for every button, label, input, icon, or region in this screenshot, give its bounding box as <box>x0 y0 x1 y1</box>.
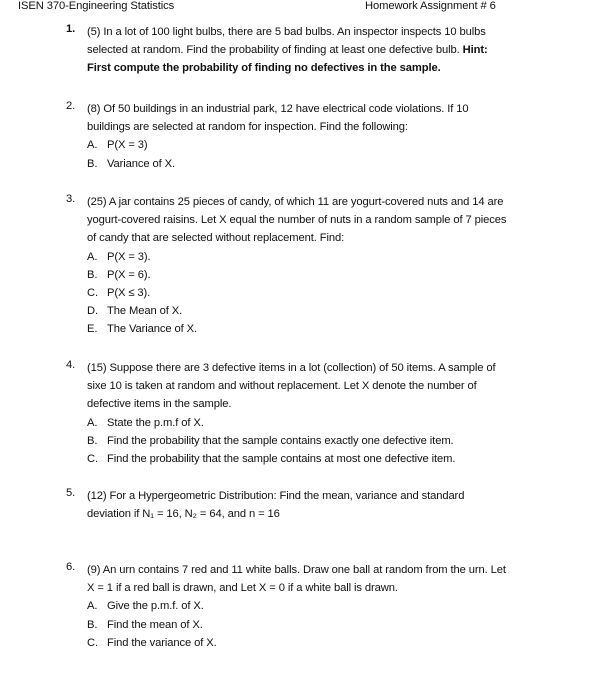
course-title: ISEN 370-Engineering Statistics <box>18 0 175 12</box>
problem-line: (25) A jar contains 25 pieces of candy, of which 11 are yogurt-covered nuts and 14 are <box>87 196 504 208</box>
sub-question <box>87 634 557 652</box>
sub-letter: A. <box>87 139 98 152</box>
sub-letter: B. <box>87 618 98 631</box>
sub-text: Find the probability that the sample contains exactly one defective item. <box>107 434 454 447</box>
sub-text: State the p.m.f of X. <box>107 416 204 429</box>
sub-text: P(X = 3). <box>107 250 151 263</box>
sub-text: Variance of X. <box>107 157 176 170</box>
sub-letter: B. <box>87 268 98 281</box>
sub-text: The Variance of X. <box>107 323 198 336</box>
problem-line <box>87 41 557 59</box>
problem-number: 3. <box>66 193 76 205</box>
problem-number: 6. <box>66 561 76 573</box>
sub-question <box>87 597 557 615</box>
sub-letter: C. <box>87 287 98 300</box>
problem-line: (15) Suppose there are 3 defective items in a lot (collection) of 50 items. A sample of <box>87 362 496 374</box>
sub-question <box>87 284 557 302</box>
problem-number: 2. <box>66 100 76 112</box>
sub-letter: B. <box>87 434 98 447</box>
sub-text: The Mean of X. <box>107 305 183 318</box>
sub-letter: C. <box>87 453 98 466</box>
problem-line: (8) Of 50 buildings in an industrial park, 12 have electrical code violations. If 10 <box>87 103 469 115</box>
problem-line: X = 1 if a red ball is drawn, and Let X = 0 if a white ball is drawn. <box>87 582 398 595</box>
problem-text <box>87 561 557 652</box>
problem-text <box>87 23 557 78</box>
problem-line: yogurt-covered raisins. Let X equal the number of nuts in a random sample of 7 pieces <box>87 214 507 227</box>
sub-letter: B. <box>87 157 98 170</box>
sub-question <box>87 320 557 338</box>
sub-text: Find the variance of X. <box>107 636 217 649</box>
problem-text <box>87 100 557 173</box>
sub-letter: A. <box>87 250 98 263</box>
problem-line: (9) An urn contains 7 red and 11 white balls. Draw one ball at random from the urn. Let <box>87 564 506 576</box>
sub-letter: D. <box>87 305 98 318</box>
problem-line-text: selected at random. Find the probability of finding at least one defective bulb. <box>87 44 460 57</box>
sub-text: Give the p.m.f. of X. <box>107 600 204 613</box>
hint-text: First compute the probability of finding no defectives in the sample. <box>87 62 441 75</box>
sub-question <box>87 155 557 173</box>
sub-text: P(X ≤ 3). <box>107 287 151 300</box>
problem-line: (5) In a lot of 100 light bulbs, there are 5 bad bulbs. An inspector inspects 10 bulbs <box>87 26 486 38</box>
sub-question <box>87 414 557 432</box>
sub-text: Find the probability that the sample contains at most one defective item. <box>107 453 456 466</box>
sub-question <box>87 136 557 154</box>
problem-line: sixe 10 is taken at random and without replacement. Let X denote the number of <box>87 380 477 393</box>
problem-text <box>87 487 557 523</box>
assignment-title: Homework Assignment # 6 <box>365 0 496 12</box>
sub-text: P(X = 3) <box>107 139 148 152</box>
sub-text: Find the mean of X. <box>107 618 203 631</box>
sub-question <box>87 616 557 634</box>
problem-number: 5. <box>66 487 76 499</box>
problem-line: buildings are selected at random for inspection. Find the following: <box>87 121 408 134</box>
sub-letter: A. <box>87 600 98 613</box>
sub-text: P(X = 6). <box>107 268 151 281</box>
problem-line: of candy that are selected without replacement. Find: <box>87 232 345 245</box>
sub-question <box>87 266 557 284</box>
sub-question <box>87 432 557 450</box>
problem-number: 1. <box>66 23 76 35</box>
sub-question <box>87 248 557 266</box>
problem-line: (12) For a Hypergeometric Distribution: Find the mean, variance and standard <box>87 490 465 502</box>
sub-letter: A. <box>87 416 98 429</box>
problem-text <box>87 193 557 339</box>
hint-label: Hint: <box>462 44 488 57</box>
problem-line: defective items in the sample. <box>87 398 232 411</box>
sub-question <box>87 450 557 468</box>
problem-number: 4. <box>66 359 76 371</box>
sub-question <box>87 302 557 320</box>
sub-letter: E. <box>87 323 98 336</box>
problem-text <box>87 359 557 468</box>
problem-line: deviation if N₁ = 16, N₂ = 64, and n = 16 <box>87 508 280 521</box>
sub-letter: C. <box>87 636 98 649</box>
